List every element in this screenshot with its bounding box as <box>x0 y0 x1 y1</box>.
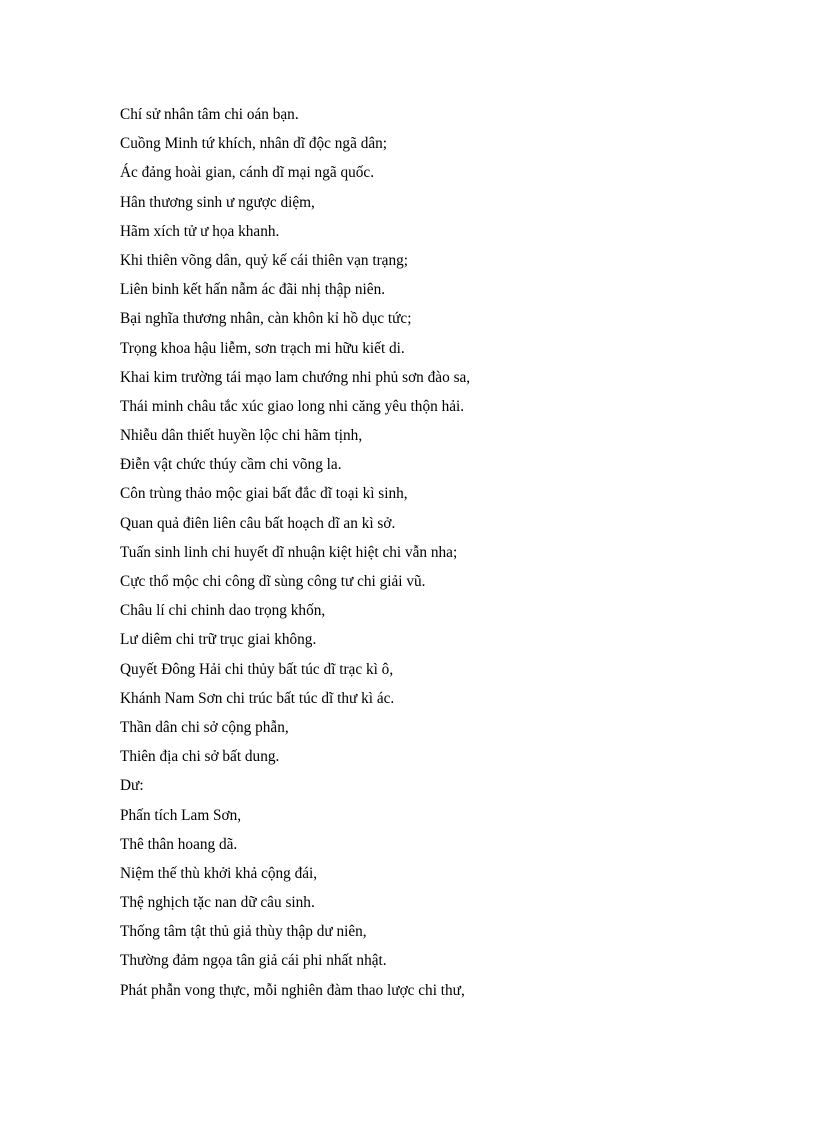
text-line: Côn trùng thảo mộc giai bất đắc dĩ toại kì sinh, <box>120 485 408 503</box>
text-line: Hãm xích tử ư họa khanh. <box>120 222 280 240</box>
text-line: Thần dân chi sở cộng phẫn, <box>120 718 289 736</box>
text-line: Thái minh châu tắc xúc giao long nhi căng yêu thộn hải. <box>120 397 465 415</box>
text-line: Quyết Đông Hải chi thủy bất túc dĩ trạc kì ô, <box>120 660 394 678</box>
text-line: Ác đảng hoài gian, cánh dĩ mại ngã quốc. <box>120 164 375 182</box>
text-line: Thống tâm tật thủ giả thùy thập dư niên, <box>120 923 367 941</box>
text-line: Hân thương sinh ư ngược diệm, <box>120 193 315 211</box>
text-line: Phát phẫn vong thực, mỗi nghiên đàm thao lược chi thư, <box>120 981 465 999</box>
text-line: Thê thân hoang dã. <box>120 835 238 853</box>
text-line: Lư diêm chi trữ trục giai không. <box>120 631 317 649</box>
text-line: Chí sử nhân tâm chi oán bạn. <box>120 106 299 123</box>
text-line: Tuấn sinh linh chi huyết dĩ nhuận kiệt hiệt chi vẫn nha; <box>120 543 458 561</box>
poem-text-block <box>120 100 470 1005</box>
text-line: Thường đảm ngọa tân giả cái phi nhất nhật. <box>120 952 387 970</box>
text-line: Khai kim trường tái mạo lam chướng nhi phủ sơn đào sa, <box>120 368 471 386</box>
text-line: Thiên địa chi sở bất dung. <box>120 748 280 766</box>
text-line: Bại nghĩa thương nhân, càn khôn kỉ hồ dục tức; <box>120 310 412 328</box>
text-line: Châu lí chi chinh dao trọng khốn, <box>120 602 326 620</box>
text-line: Trọng khoa hậu liễm, sơn trạch mi hữu kiết di. <box>120 339 405 357</box>
text-line: Nhiễu dân thiết huyền lộc chi hãm tịnh, <box>120 427 363 445</box>
text-line: Niệm thế thù khởi khả cộng đái, <box>120 864 318 882</box>
text-line: Phấn tích Lam Sơn, <box>120 806 242 824</box>
text-line: Dư: <box>120 777 144 795</box>
text-line: Cuồng Minh tứ khích, nhân dĩ độc ngã dân; <box>120 135 388 153</box>
text-line: Liên binh kết hấn nẫm ác đãi nhị thập niên. <box>120 281 386 299</box>
text-line: Quan quả điên liên câu bất hoạch dĩ an kì sở. <box>120 514 396 532</box>
text-line: Cực thổ mộc chi công dĩ sùng công tư chi giải vũ. <box>120 573 426 590</box>
text-line: Thệ nghịch tặc nan dữ câu sinh. <box>120 894 315 912</box>
text-line: Khánh Nam Sơn chi trúc bất túc dĩ thư kì ác. <box>120 689 395 707</box>
text-line: Điễn vật chức thúy cầm chi võng la. <box>120 456 342 474</box>
text-line: Khi thiên võng dân, quỷ kế cái thiên vạn trạng; <box>120 251 409 269</box>
